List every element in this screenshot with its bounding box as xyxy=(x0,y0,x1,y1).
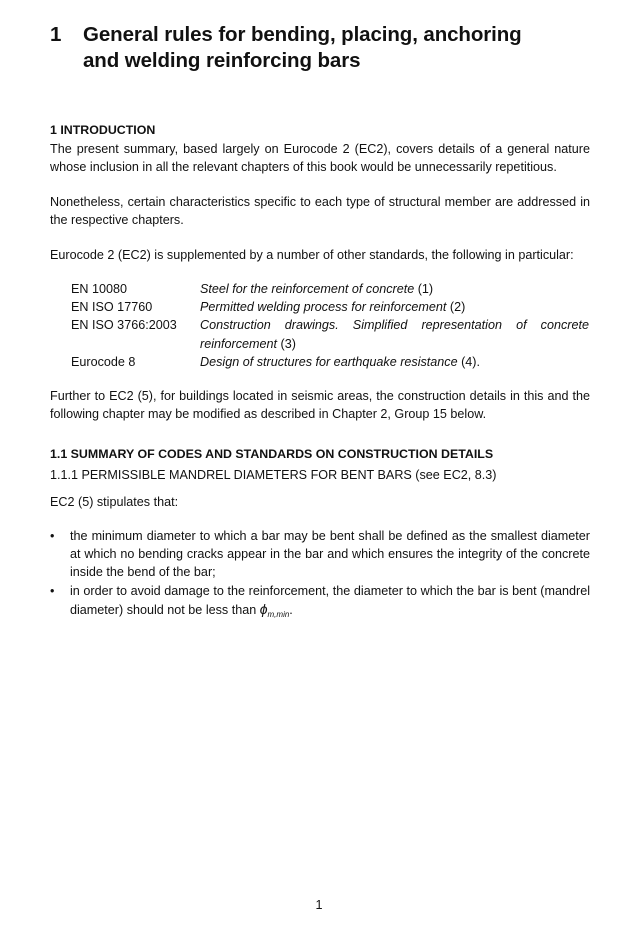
intro-paragraph-2: Nonetheless, certain characteristics specific to each type of structural member are addressed in the respective chapters. xyxy=(50,195,590,228)
intro-paragraph-1: The present summary, based largely on Eurocode 2 (EC2), covers details of a general nature whose inclusion in all the relevant chapters of this book would be unnecessarily repetitious. xyxy=(50,142,590,175)
standard-row xyxy=(71,298,589,316)
bullet-marker: • xyxy=(50,583,55,598)
standard-description xyxy=(200,353,589,371)
chapter-number: 1 xyxy=(50,23,62,46)
standard-code: EN ISO 3766:2003 xyxy=(71,318,177,333)
standard-code: Eurocode 8 xyxy=(71,354,136,369)
standard-title: Design of structures for earthquake resistance xyxy=(200,354,458,369)
standard-description xyxy=(200,298,589,316)
standard-title: Steel for the reinforcement of concrete xyxy=(200,282,415,296)
standard-description xyxy=(200,316,589,352)
standard-row xyxy=(71,353,589,371)
standard-reference: (2) xyxy=(446,300,466,315)
phi-subscript: m,min xyxy=(267,609,290,619)
intro-paragraph-3: Eurocode 2 (EC2) is supplemented by a number of other standards, the following in particular: xyxy=(50,248,574,262)
list-item-text: in order to avoid damage to the reinforcement, the diameter to which the bar is bent (mandrel diameter) should not be less than xyxy=(70,583,590,617)
standard-title: Construction drawings. Simplified representation of concrete reinforcement xyxy=(200,318,589,351)
phi-symbol: ϕ xyxy=(259,600,268,617)
further-paragraph: Further to EC2 (5), for buildings located in seismic areas, the construction details in this and the following chapter may be modified as described in Chapter 2, Group 15 below. xyxy=(50,389,590,422)
requirements-list xyxy=(50,527,590,624)
standard-title: Permitted welding process for reinforcement xyxy=(200,300,447,315)
section-1-1-1-subheading: 1.1.1 PERMISSIBLE MANDREL DIAMETERS FOR BENT BARS (see EC2, 8.3) xyxy=(50,468,497,482)
standard-code: EN ISO 17760 xyxy=(71,300,153,315)
page-number: 1 xyxy=(315,898,323,912)
list-item-text: the minimum diameter to which a bar may be bent shall be defined as the smallest diameter at which no bending cracks appear in the bar and which ensures the integrity of the concrete inside the bend of the bar; xyxy=(70,529,590,580)
section-lead-text: EC2 (5) stipulates that: xyxy=(50,495,179,509)
list-item xyxy=(50,527,590,582)
chapter-heading xyxy=(50,22,610,74)
standards-table xyxy=(71,280,589,371)
standard-row xyxy=(71,280,589,298)
list-item xyxy=(50,582,590,624)
standard-reference: (3) xyxy=(277,336,296,351)
introduction-heading: 1 INTRODUCTION xyxy=(50,123,156,137)
standard-code: EN 10080 xyxy=(71,282,128,296)
list-item-end: . xyxy=(289,602,293,617)
standard-reference: (4). xyxy=(457,354,480,369)
chapter-title: General rules for bending, placing, anchoring and welding reinforcing bars xyxy=(83,23,522,72)
bullet-marker: • xyxy=(50,529,55,543)
standard-description xyxy=(200,280,589,298)
standard-reference: (1) xyxy=(414,282,434,296)
standard-row xyxy=(71,316,589,352)
section-1-1-heading: 1.1 SUMMARY OF CODES AND STANDARDS ON CONSTRUCTION DETAILS xyxy=(50,447,494,461)
